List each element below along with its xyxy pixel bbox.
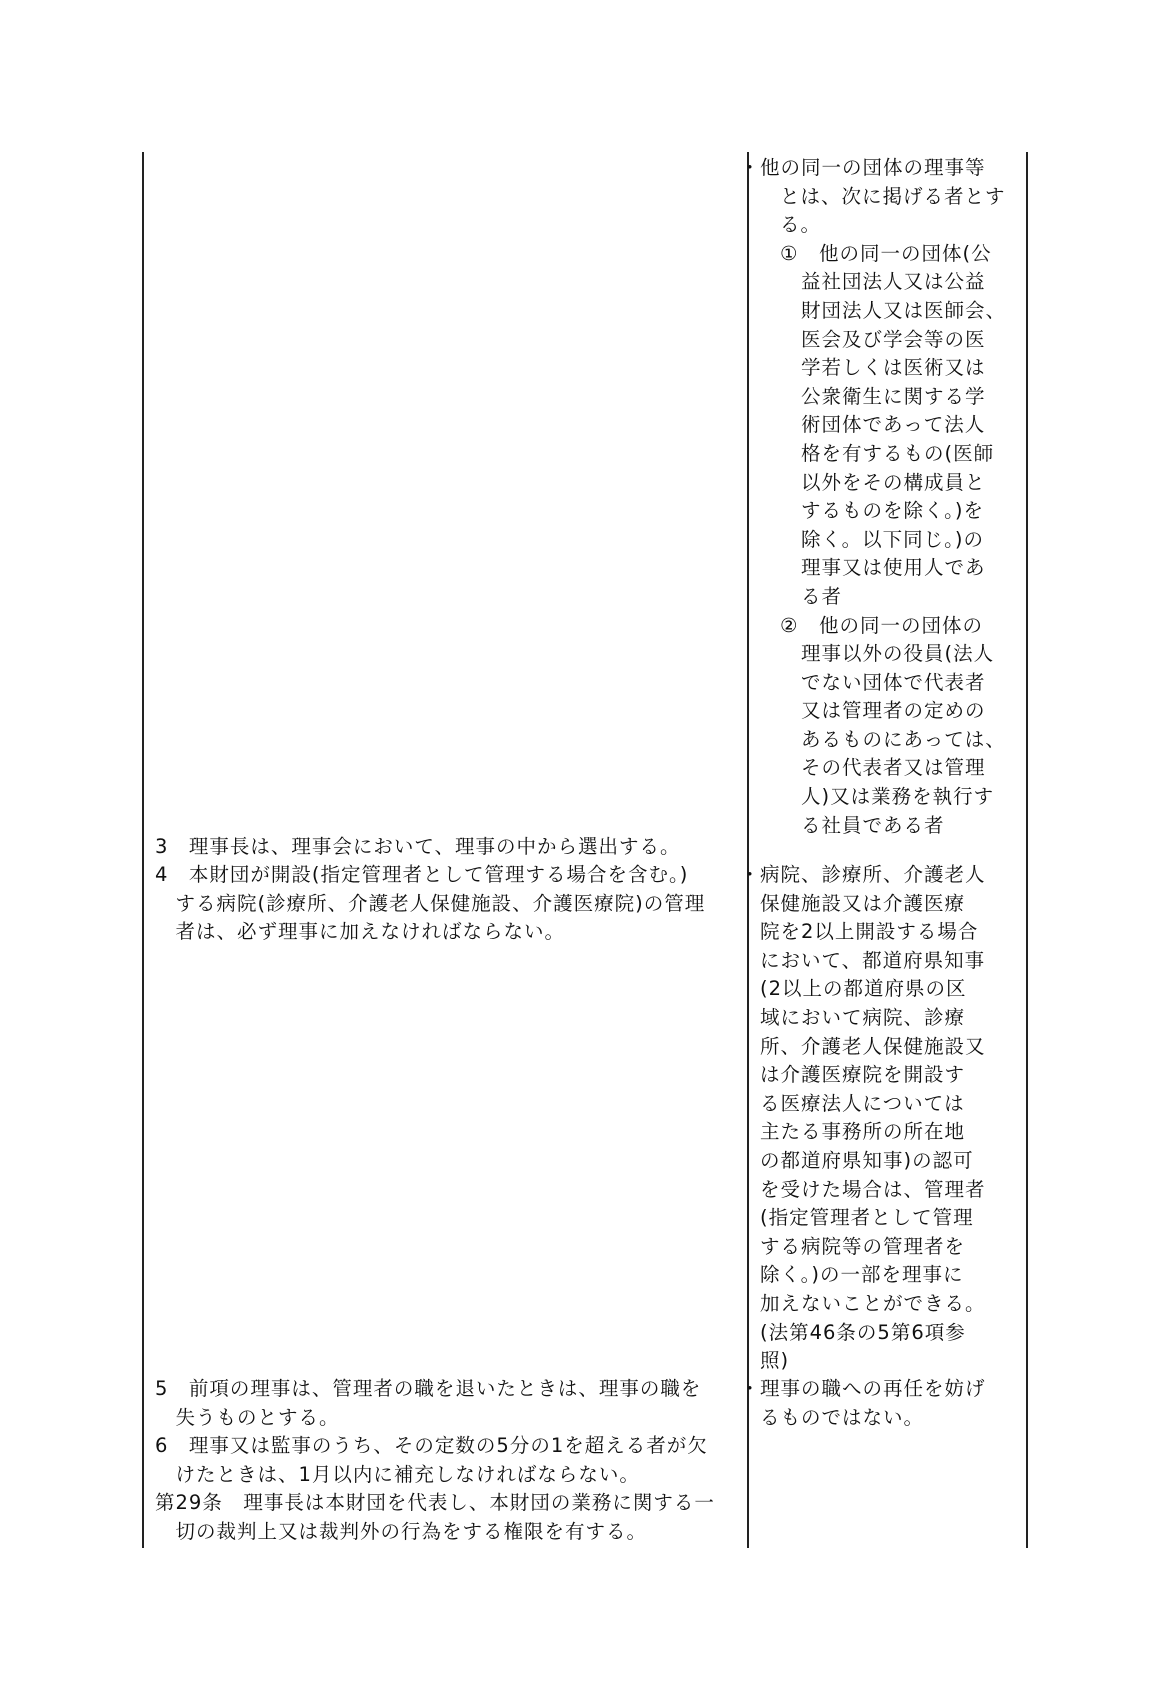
note-item-1-line: するものを除く。)を xyxy=(801,499,984,523)
note-item-1-line: 格を有するもの(医師 xyxy=(801,441,995,465)
note-item-2-line: 理事以外の役員(法人 xyxy=(801,642,995,666)
note-item-2-line: ② 他の同一の団体の xyxy=(780,613,983,637)
note-item-1-line: る者 xyxy=(801,584,843,608)
note-item-2-line: あるものにあっては、 xyxy=(801,727,1006,751)
note-multiple-hospitals-line: 加えないことができる。 xyxy=(760,1291,986,1315)
note-multiple-hospitals-line: (2以上の都道府県の区 xyxy=(760,977,967,1001)
note-item-1-line: 除く。以下同じ。)の xyxy=(801,527,984,551)
paragraph-6-line: けたときは、1月以内に補充しなければならない。 xyxy=(155,1462,640,1486)
paragraph-6 xyxy=(155,1432,708,1489)
note-item-1 xyxy=(760,240,1015,612)
note-multiple-hospitals-line: 除く。)の一部を理事に xyxy=(760,1263,964,1287)
note-item-1-line: 以外をその構成員と xyxy=(801,470,986,494)
paragraph-5 xyxy=(155,1375,701,1432)
paragraph-3-line: 3 理事長は、理事会において、理事の中から選出する。 xyxy=(155,835,681,858)
note-head-line: る。 xyxy=(780,213,822,237)
note-multiple-hospitals-line: において、都道府県知事 xyxy=(760,948,986,972)
note-multiple-hospitals-line: を受けた場合は、管理者 xyxy=(760,1177,986,1201)
column-divider-left xyxy=(142,152,144,1548)
note-multiple-hospitals-line: 保健施設又は介護医療 xyxy=(760,891,966,915)
note-head-line: とは、次に掲げる者とす xyxy=(780,184,1006,208)
note-multiple-hospitals-line: る医療法人については xyxy=(760,1091,965,1115)
note-item-1-line: ① 他の同一の団体(公 xyxy=(780,241,992,265)
note-item-1-line: 財団法人又は医師会、 xyxy=(801,298,1007,322)
note-reappointment-line: るものではない。 xyxy=(760,1405,925,1429)
note-multiple-hospitals-line: 院を2以上開設する場合 xyxy=(760,920,979,944)
note-item-1-line: 公衆衛生に関する学 xyxy=(801,384,986,408)
note-multiple-hospitals-line: 照) xyxy=(760,1349,790,1373)
note-multiple-hospitals-line: (指定管理者として管理 xyxy=(760,1206,974,1230)
note-reappointment-line: ・ 理事の職への再任を妨げ xyxy=(760,1375,1015,1404)
note-item-1-line: 学若しくは医術又は xyxy=(801,356,986,380)
column-divider-middle xyxy=(747,152,749,1548)
paragraph-5-line: 失うものとする。 xyxy=(155,1405,340,1429)
note-multiple-hospitals-line: の都道府県知事)の認可 xyxy=(760,1148,974,1172)
paragraph-4-line: 4 本財団が開設(指定管理者として管理する場合を含む。) xyxy=(155,863,689,886)
note-item-1-line: 術団体であって法人 xyxy=(801,413,986,437)
note-multiple-hospitals xyxy=(760,861,1015,1376)
note-item-1-line: 益社団法人又は公益 xyxy=(801,270,986,294)
note-reappointment xyxy=(760,1375,1015,1432)
column-divider-right xyxy=(1026,152,1028,1548)
note-item-1-line: 理事又は使用人であ xyxy=(801,556,986,580)
paragraph-6-line: 6 理事又は監事のうち、その定数の5分の1を超える者が欠 xyxy=(155,1434,708,1457)
note-item-2 xyxy=(760,612,1015,841)
note-item-2-line: その代表者又は管理 xyxy=(801,756,986,780)
note-multiple-hospitals-line: 主たる事務所の所在地 xyxy=(760,1120,966,1144)
paragraph-4 xyxy=(155,861,705,947)
note-multiple-hospitals-line: は介護医療院を開設す xyxy=(760,1063,966,1087)
note-item-2-line: る社員である者 xyxy=(801,813,945,837)
article-29 xyxy=(155,1489,715,1546)
article-29-line: 切の裁判上又は裁判外の行為をする権限を有する。 xyxy=(155,1519,648,1543)
note-item-2-line: でない団体で代表者 xyxy=(801,670,986,694)
paragraph-4-line: する病院(診療所、介護老人保健施設、介護医療院)の管理 xyxy=(155,891,706,915)
note-multiple-hospitals-line: ・ 病院、診療所、介護老人 xyxy=(760,861,1015,890)
paragraph-4-line: 者は、必ず理事に加えなければならない。 xyxy=(155,920,566,944)
paragraph-5-line: 5 前項の理事は、管理者の職を退いたときは、理事の職を xyxy=(155,1377,702,1400)
note-item-1-line: 医会及び学会等の医 xyxy=(801,327,986,351)
note-other-organization-directors xyxy=(760,154,1015,840)
note-item-2-line: 又は管理者の定めの xyxy=(801,699,986,723)
article-29-line: 第29条 理事長は本財団を代表し、本財団の業務に関する一 xyxy=(155,1491,715,1514)
note-multiple-hospitals-line: 所、介護老人保健施設又 xyxy=(760,1034,986,1058)
note-multiple-hospitals-line: する病院等の管理者を xyxy=(760,1234,966,1258)
note-multiple-hospitals-line: 域において病院、診療 xyxy=(760,1005,966,1029)
note-item-2-line: 人)又は業務を執行す xyxy=(801,785,995,809)
paragraph-3 xyxy=(155,833,681,862)
note-multiple-hospitals-line: (法第46条の5第6項参 xyxy=(760,1320,966,1344)
note-head-line: ・ 他の同一の団体の理事等 xyxy=(760,154,1015,183)
note-head xyxy=(760,154,1015,240)
